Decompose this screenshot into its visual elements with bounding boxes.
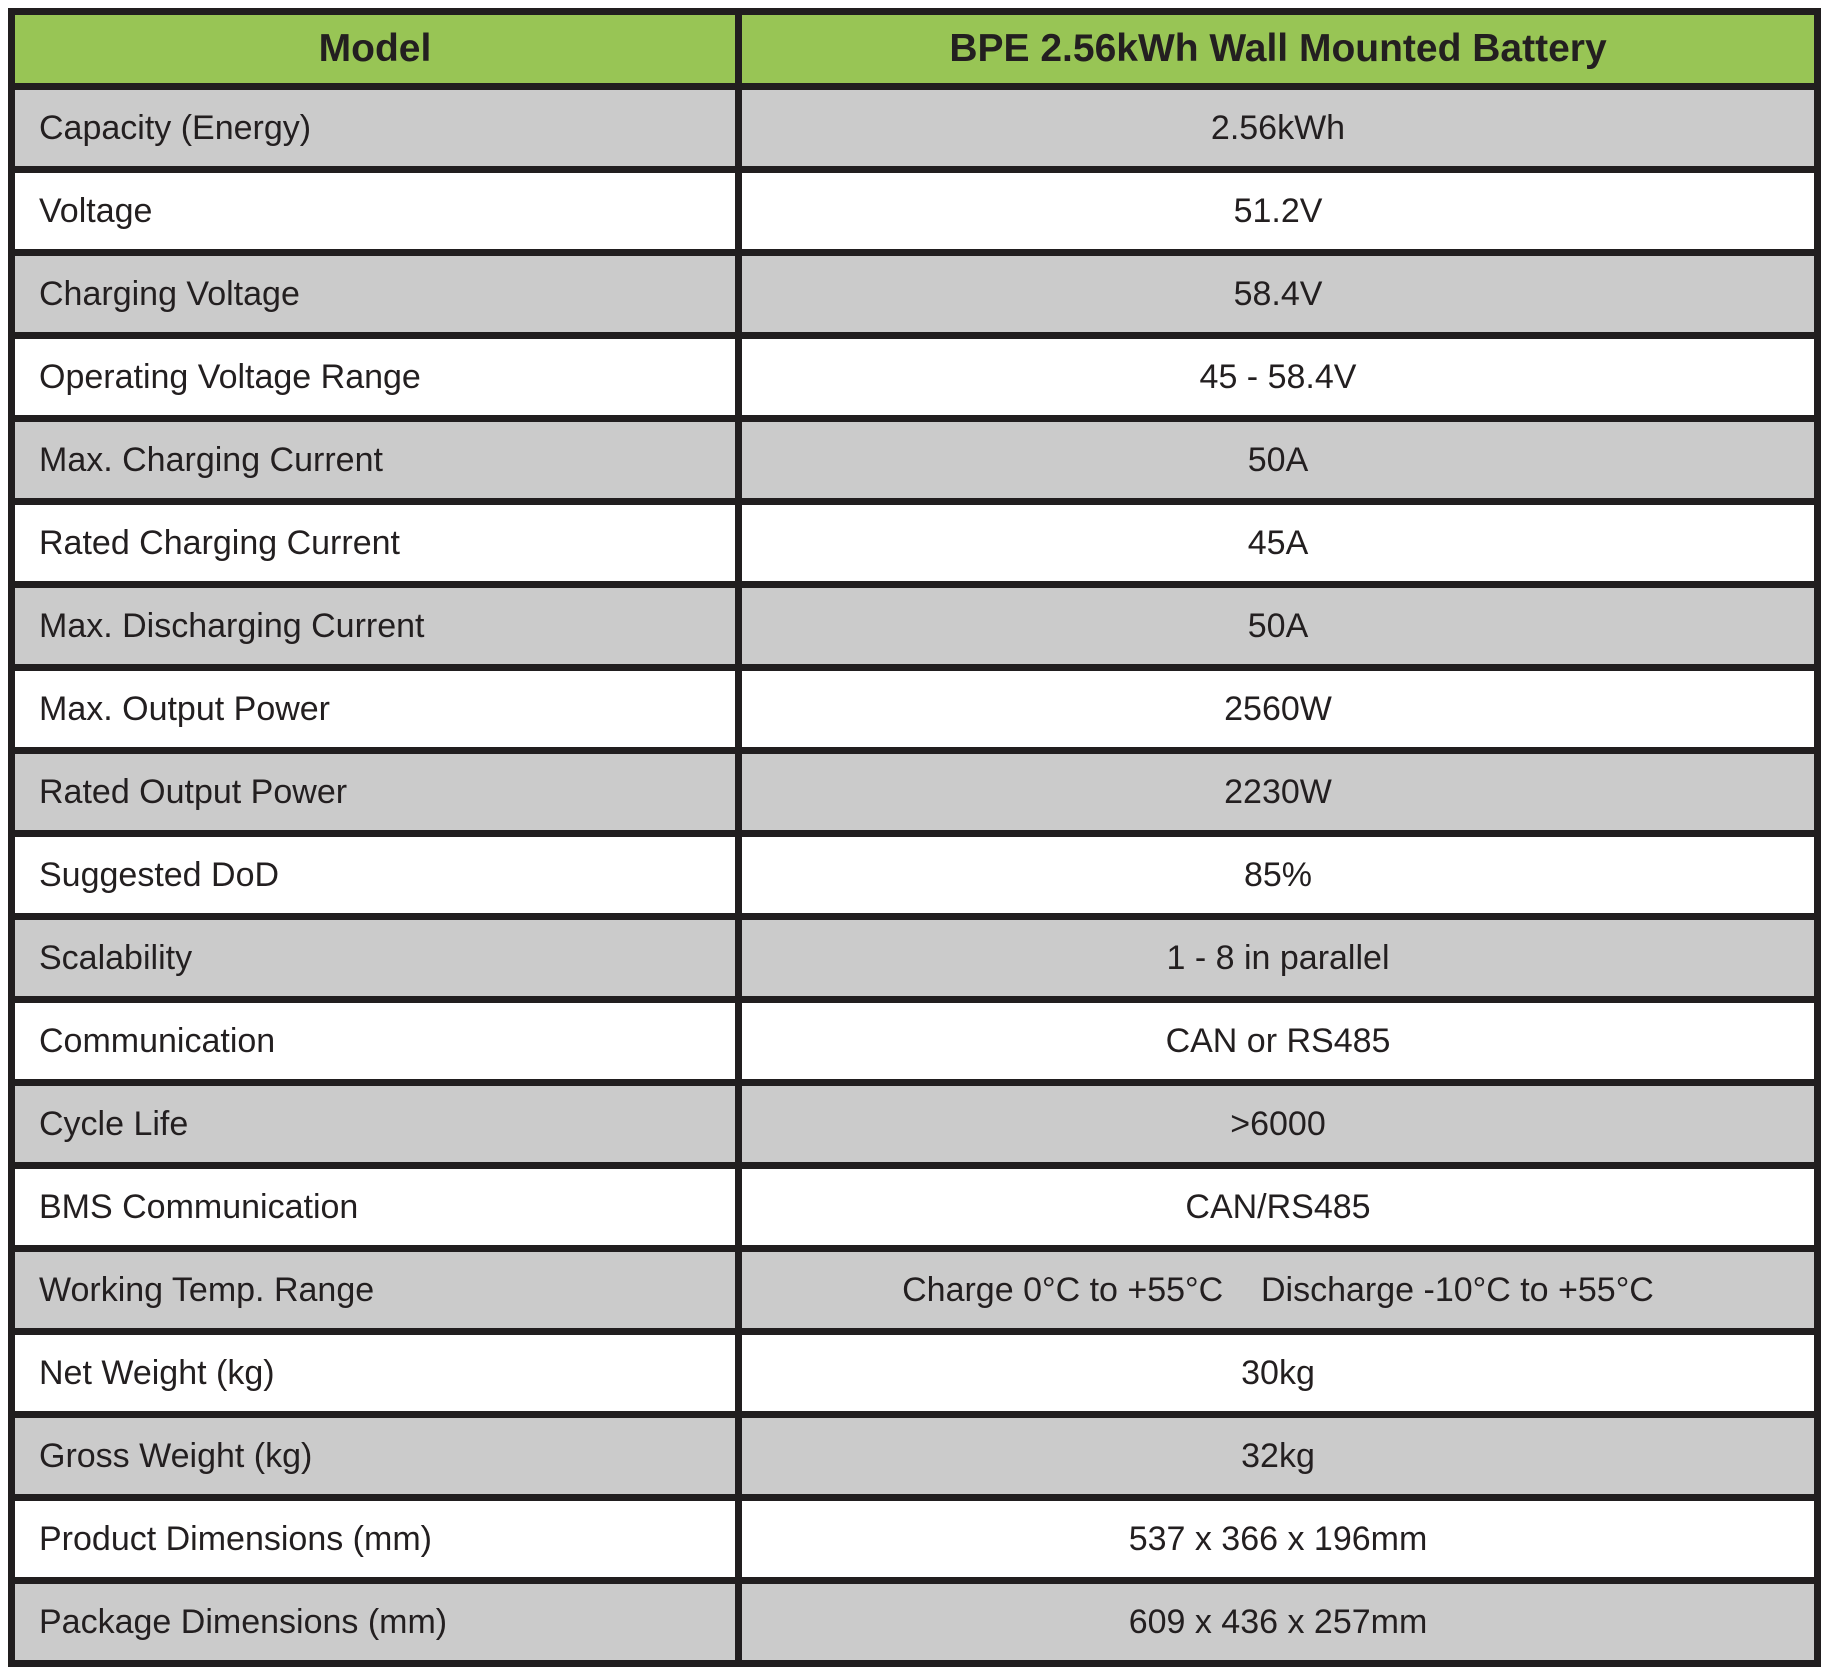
spec-label-cell: Max. Discharging Current — [12, 585, 739, 668]
spec-row — [12, 917, 1818, 1000]
spec-label-cell: Max. Charging Current — [12, 419, 739, 502]
spec-value-cell: Charge 0°C to +55°C Discharge -10°C to +55°C — [739, 1249, 1818, 1332]
spec-row — [12, 834, 1818, 917]
spec-row — [12, 1000, 1818, 1083]
spec-row — [12, 502, 1818, 585]
spec-label-cell: Net Weight (kg) — [12, 1332, 739, 1415]
spec-label-cell: Package Dimensions (mm) — [12, 1581, 739, 1664]
spec-row — [12, 336, 1818, 419]
spec-row — [12, 668, 1818, 751]
spec-row — [12, 751, 1818, 834]
spec-label-cell: Rated Charging Current — [12, 502, 739, 585]
spec-value-cell: 609 x 436 x 257mm — [739, 1581, 1818, 1664]
spec-label-cell: Operating Voltage Range — [12, 336, 739, 419]
spec-value-cell: CAN or RS485 — [739, 1000, 1818, 1083]
spec-value-cell: >6000 — [739, 1083, 1818, 1166]
spec-label-cell: Voltage — [12, 170, 739, 253]
spec-row — [12, 87, 1818, 170]
spec-row — [12, 170, 1818, 253]
spec-label-cell: BMS Communication — [12, 1166, 739, 1249]
spec-value-cell: 58.4V — [739, 253, 1818, 336]
spec-value-cell: 51.2V — [739, 170, 1818, 253]
spec-value-cell: 30kg — [739, 1332, 1818, 1415]
spec-value-cell: 1 - 8 in parallel — [739, 917, 1818, 1000]
spec-value-cell: 50A — [739, 585, 1818, 668]
spec-label-cell: Suggested DoD — [12, 834, 739, 917]
spec-label-cell: Scalability — [12, 917, 739, 1000]
spec-label-cell: Communication — [12, 1000, 739, 1083]
spec-row — [12, 1581, 1818, 1664]
spec-label-cell: Capacity (Energy) — [12, 87, 739, 170]
spec-table — [8, 8, 1821, 1667]
spec-value-cell: 45 - 58.4V — [739, 336, 1818, 419]
spec-row — [12, 1083, 1818, 1166]
spec-value-cell: 2.56kWh — [739, 87, 1818, 170]
header-model-cell: Model — [12, 12, 739, 87]
spec-row — [12, 1498, 1818, 1581]
spec-value-cell: 537 x 366 x 196mm — [739, 1498, 1818, 1581]
header-row — [12, 12, 1818, 87]
spec-row — [12, 1332, 1818, 1415]
spec-value-cell: 32kg — [739, 1415, 1818, 1498]
spec-label-cell: Product Dimensions (mm) — [12, 1498, 739, 1581]
spec-value-cell: 45A — [739, 502, 1818, 585]
spec-row — [12, 419, 1818, 502]
spec-label-cell: Gross Weight (kg) — [12, 1415, 739, 1498]
spec-row — [12, 585, 1818, 668]
spec-row — [12, 1415, 1818, 1498]
spec-value-cell: 50A — [739, 419, 1818, 502]
spec-value-cell: 2230W — [739, 751, 1818, 834]
spec-value-cell: 2560W — [739, 668, 1818, 751]
spec-value-cell: CAN/RS485 — [739, 1166, 1818, 1249]
spec-label-cell: Working Temp. Range — [12, 1249, 739, 1332]
spec-label-cell: Charging Voltage — [12, 253, 739, 336]
spec-row — [12, 253, 1818, 336]
spec-row — [12, 1249, 1818, 1332]
header-product-cell: BPE 2.56kWh Wall Mounted Battery — [739, 12, 1818, 87]
spec-label-cell: Cycle Life — [12, 1083, 739, 1166]
spec-label-cell: Rated Output Power — [12, 751, 739, 834]
spec-value-cell: 85% — [739, 834, 1818, 917]
spec-row — [12, 1166, 1818, 1249]
spec-label-cell: Max. Output Power — [12, 668, 739, 751]
